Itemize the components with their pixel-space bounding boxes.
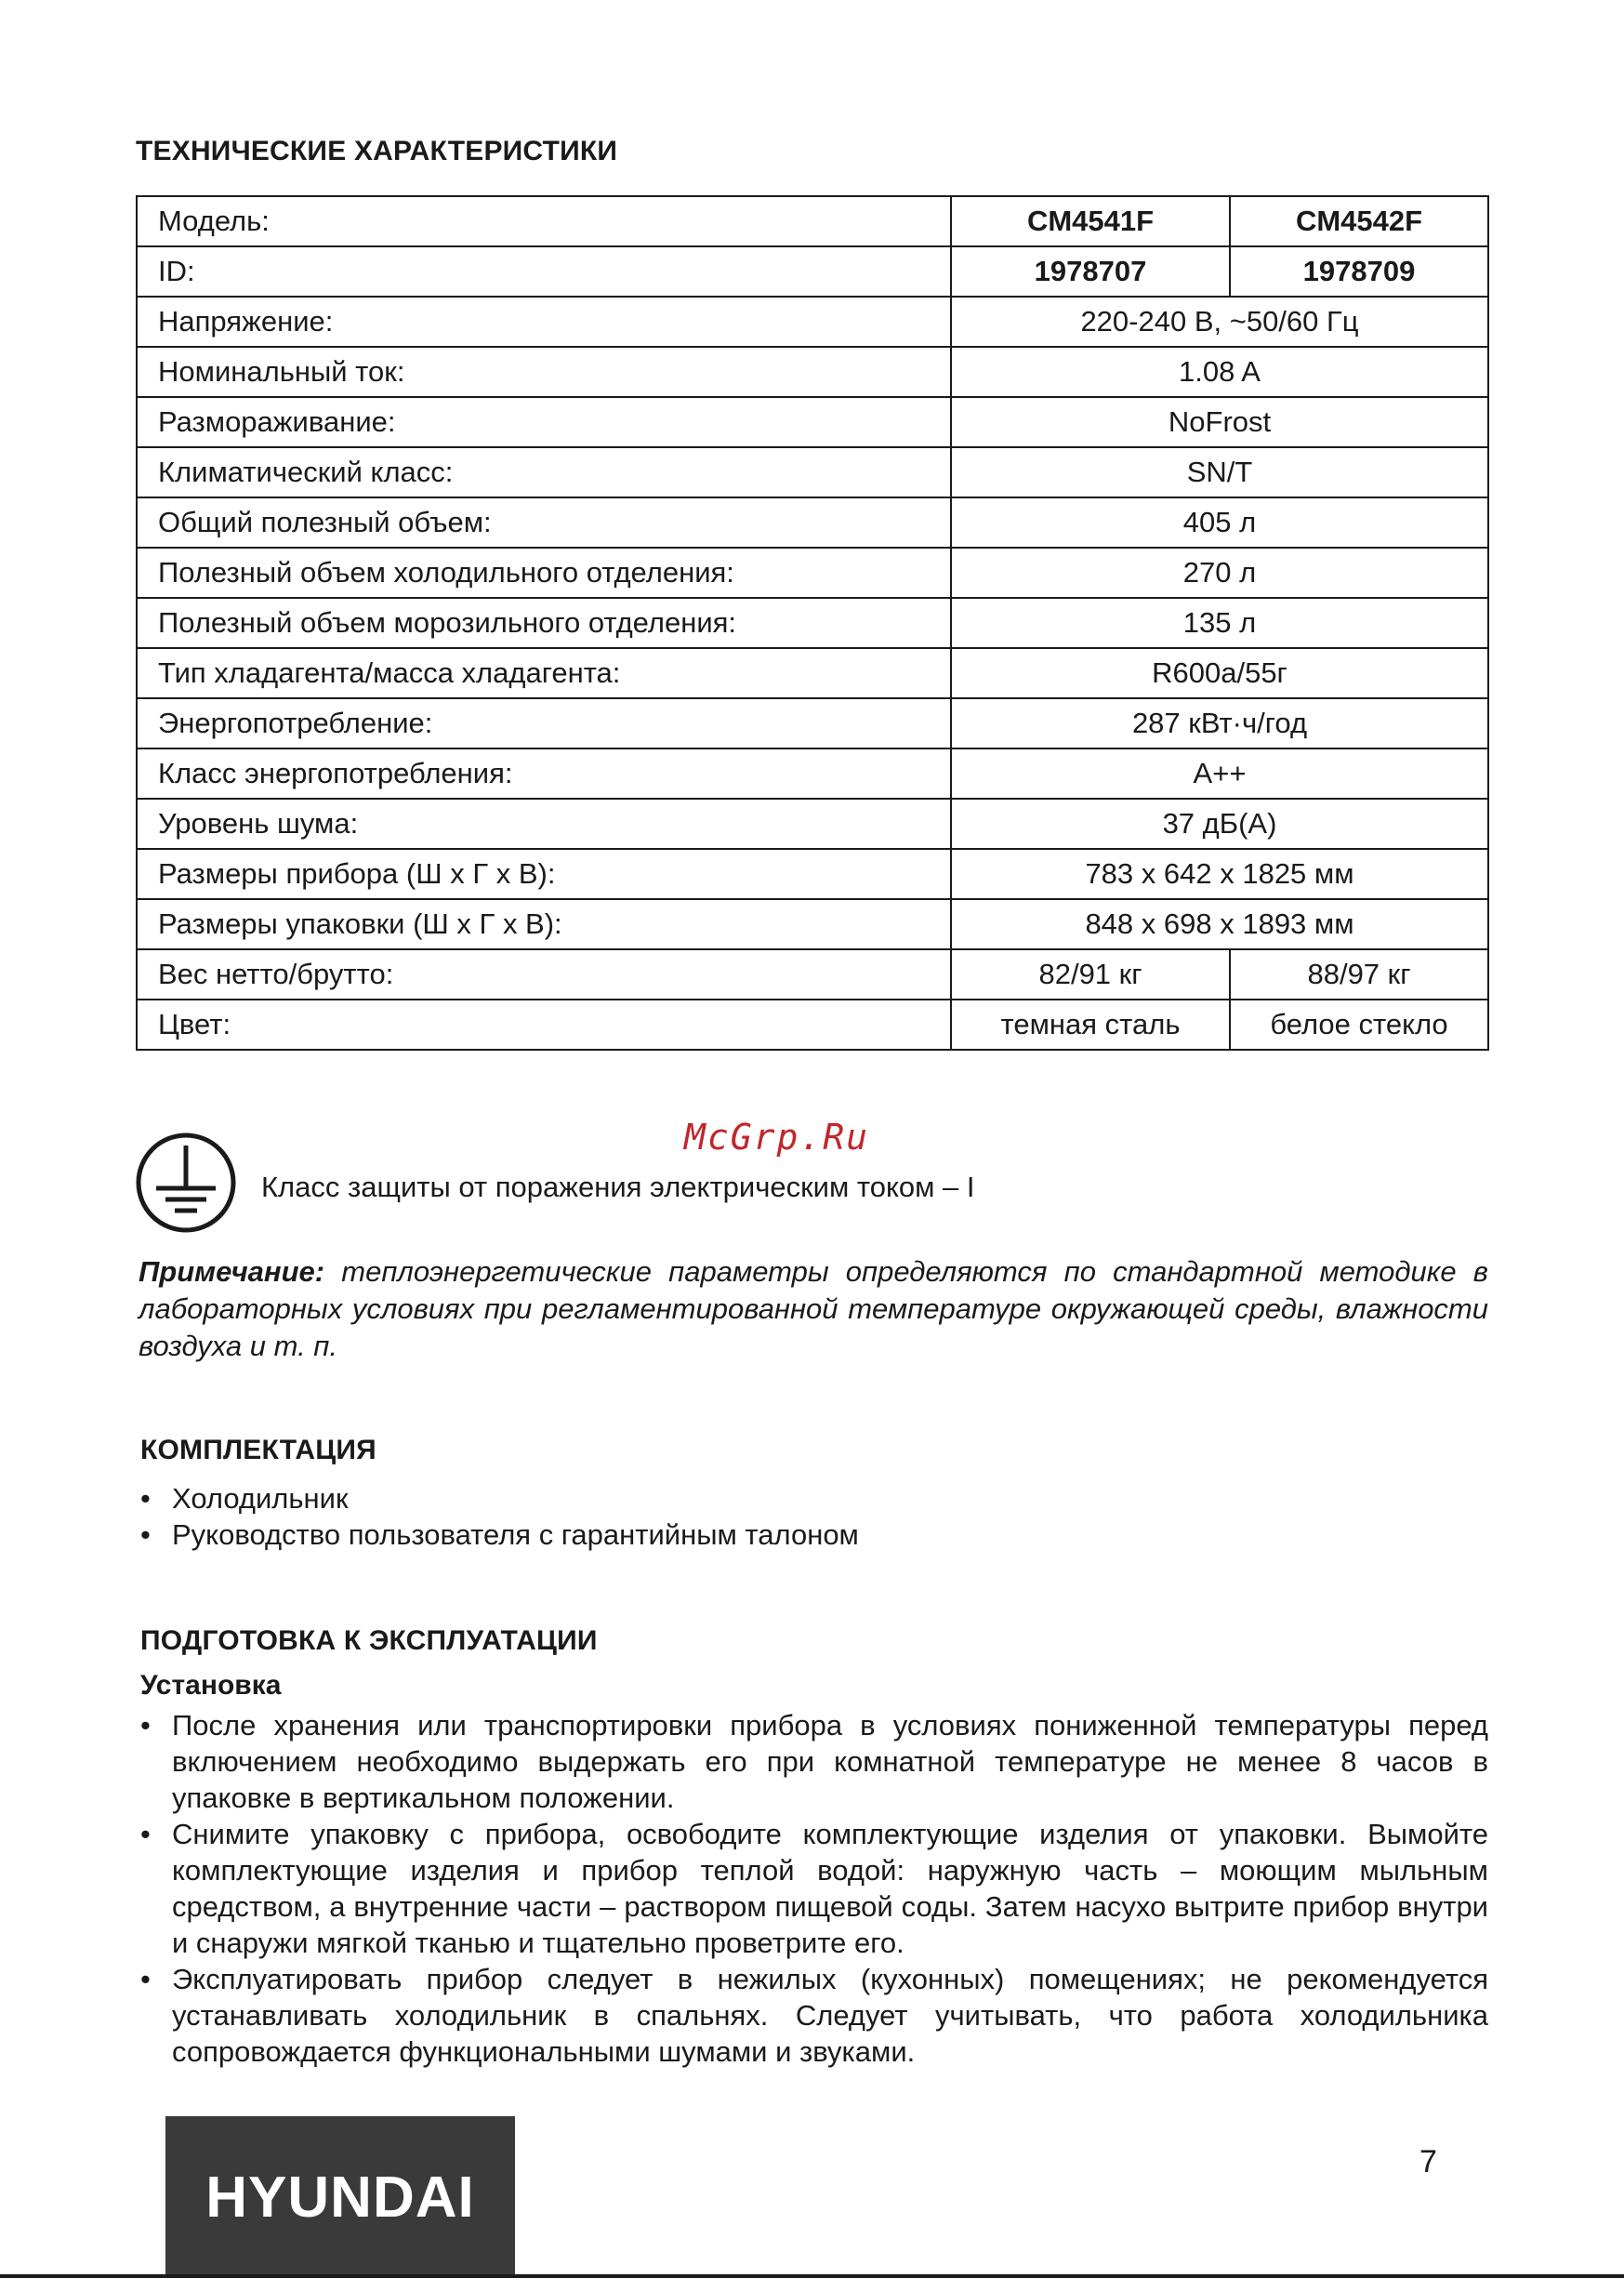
table-row [137, 849, 1488, 899]
list-item: • Холодильник [139, 1480, 1488, 1516]
id-b: 1978709 [1230, 246, 1488, 297]
kit-list [139, 1480, 1488, 1553]
row-value: 848 х 698 х 1893 мм [951, 899, 1488, 949]
row-value: 1.08 A [951, 347, 1488, 397]
row-value: 37 дБ(А) [951, 799, 1488, 849]
row-label: Тип хладагента/масса хладагента: [137, 648, 951, 698]
spec-title: ТЕХНИЧЕСКИЕ ХАРАКТЕРИСТИКИ [136, 136, 618, 166]
note-paragraph [139, 1253, 1488, 1365]
row-value: R600a/55г [951, 648, 1488, 698]
model-b: CM4542F [1230, 196, 1488, 246]
row-value: 220-240 В, ~50/60 Гц [951, 297, 1488, 347]
row-value: А++ [951, 748, 1488, 799]
table-row [137, 297, 1488, 347]
watermark: McGrp.Ru [684, 1117, 870, 1158]
table-row [137, 347, 1488, 397]
list-item: • Руководство пользователя с гарантийным талоном [139, 1516, 1488, 1553]
row-value: SN/T [951, 447, 1488, 497]
table-row [137, 598, 1488, 648]
table-row [137, 548, 1488, 598]
note-text: теплоэнергетические параметры определяются по стандартной методике в лабораторных условиях при регламентированной температуре окружающей среды, влажности воздуха и т. п. [139, 1255, 1488, 1362]
row-label: Климатический класс: [137, 447, 951, 497]
row-value: 270 л [951, 548, 1488, 598]
table-row [137, 899, 1488, 949]
list-item: • После хранения или транспортировки прибора в условиях пониженной температуры перед включением необходимо выдержать его при комнатной температуре не менее 8 часов в упаковке в вертикальном положении. [139, 1707, 1488, 1816]
spec-table [136, 195, 1489, 1051]
row-label: Общий полезный объем: [137, 497, 951, 548]
color-a: темная сталь [951, 1000, 1230, 1050]
ground-symbol-icon [136, 1132, 236, 1233]
row-label: Размораживание: [137, 397, 951, 447]
row-label: Класс энергопотребления: [137, 748, 951, 799]
install-list [139, 1707, 1488, 2070]
protection-class-text: Класс защиты от поражения электрическим током – I [261, 1171, 975, 1203]
row-label: Уровень шума: [137, 799, 951, 849]
id-a: 1978707 [951, 246, 1230, 297]
list-item: • Снимите упаковку с прибора, освободите комплектующие изделия от упаковки. Вымойте комплектующие изделия и прибор теплой водой: наружную часть – моющим мыльным средством, а внутренние части – раствором пищевой соды. Затем насухо вытрите прибор внутри и снаружи мягкой тканью и тщательно проветрите его. [139, 1816, 1488, 1961]
prep-title: ПОДГОТОВКА К ЭКСПЛУАТАЦИИ [140, 1625, 598, 1656]
table-row [137, 497, 1488, 548]
row-value: 405 л [951, 497, 1488, 548]
table-row [137, 1000, 1488, 1050]
row-label: Размеры упаковки (Ш х Г х В): [137, 899, 951, 949]
row-value: 135 л [951, 598, 1488, 648]
brand-logo: HYUNDAI [165, 2116, 515, 2278]
row-label: Цвет: [137, 1000, 951, 1050]
row-label: Номинальный ток: [137, 347, 951, 397]
model-a: CM4541F [951, 196, 1230, 246]
page-number: 7 [1419, 2144, 1437, 2179]
row-label: ID: [137, 246, 951, 297]
row-label: Полезный объем морозильного отделения: [137, 598, 951, 648]
bottom-rule [0, 2274, 1624, 2278]
row-value: 287 кВт·ч/год [951, 698, 1488, 748]
install-subtitle: Установка [140, 1670, 282, 1701]
row-label: Напряжение: [137, 297, 951, 347]
row-label: Модель: [137, 196, 951, 246]
kit-title: КОМПЛЕКТАЦИЯ [140, 1435, 376, 1465]
table-row [137, 447, 1488, 497]
row-value: NoFrost [951, 397, 1488, 447]
list-item: • Эксплуатировать прибор следует в нежилых (кухонных) помещениях; не рекомендуется устанавливать холодильник в спальнях. Следует учитывать, что работа холодильника сопровождается функциональными шумами и звуками. [139, 1961, 1488, 2070]
table-row [137, 648, 1488, 698]
row-label: Энергопотребление: [137, 698, 951, 748]
color-b: белое стекло [1230, 1000, 1488, 1050]
table-row [137, 799, 1488, 849]
row-label: Полезный объем холодильного отделения: [137, 548, 951, 598]
table-row [137, 246, 1488, 297]
table-row [137, 698, 1488, 748]
note-label: Примечание: [139, 1255, 325, 1288]
weight-b: 88/97 кг [1230, 949, 1488, 1000]
table-row [137, 397, 1488, 447]
table-row [137, 949, 1488, 1000]
row-label: Размеры прибора (Ш х Г х В): [137, 849, 951, 899]
table-row [137, 748, 1488, 799]
row-value: 783 х 642 х 1825 мм [951, 849, 1488, 899]
weight-a: 82/91 кг [951, 949, 1230, 1000]
row-label: Вес нетто/брутто: [137, 949, 951, 1000]
table-row [137, 196, 1488, 246]
